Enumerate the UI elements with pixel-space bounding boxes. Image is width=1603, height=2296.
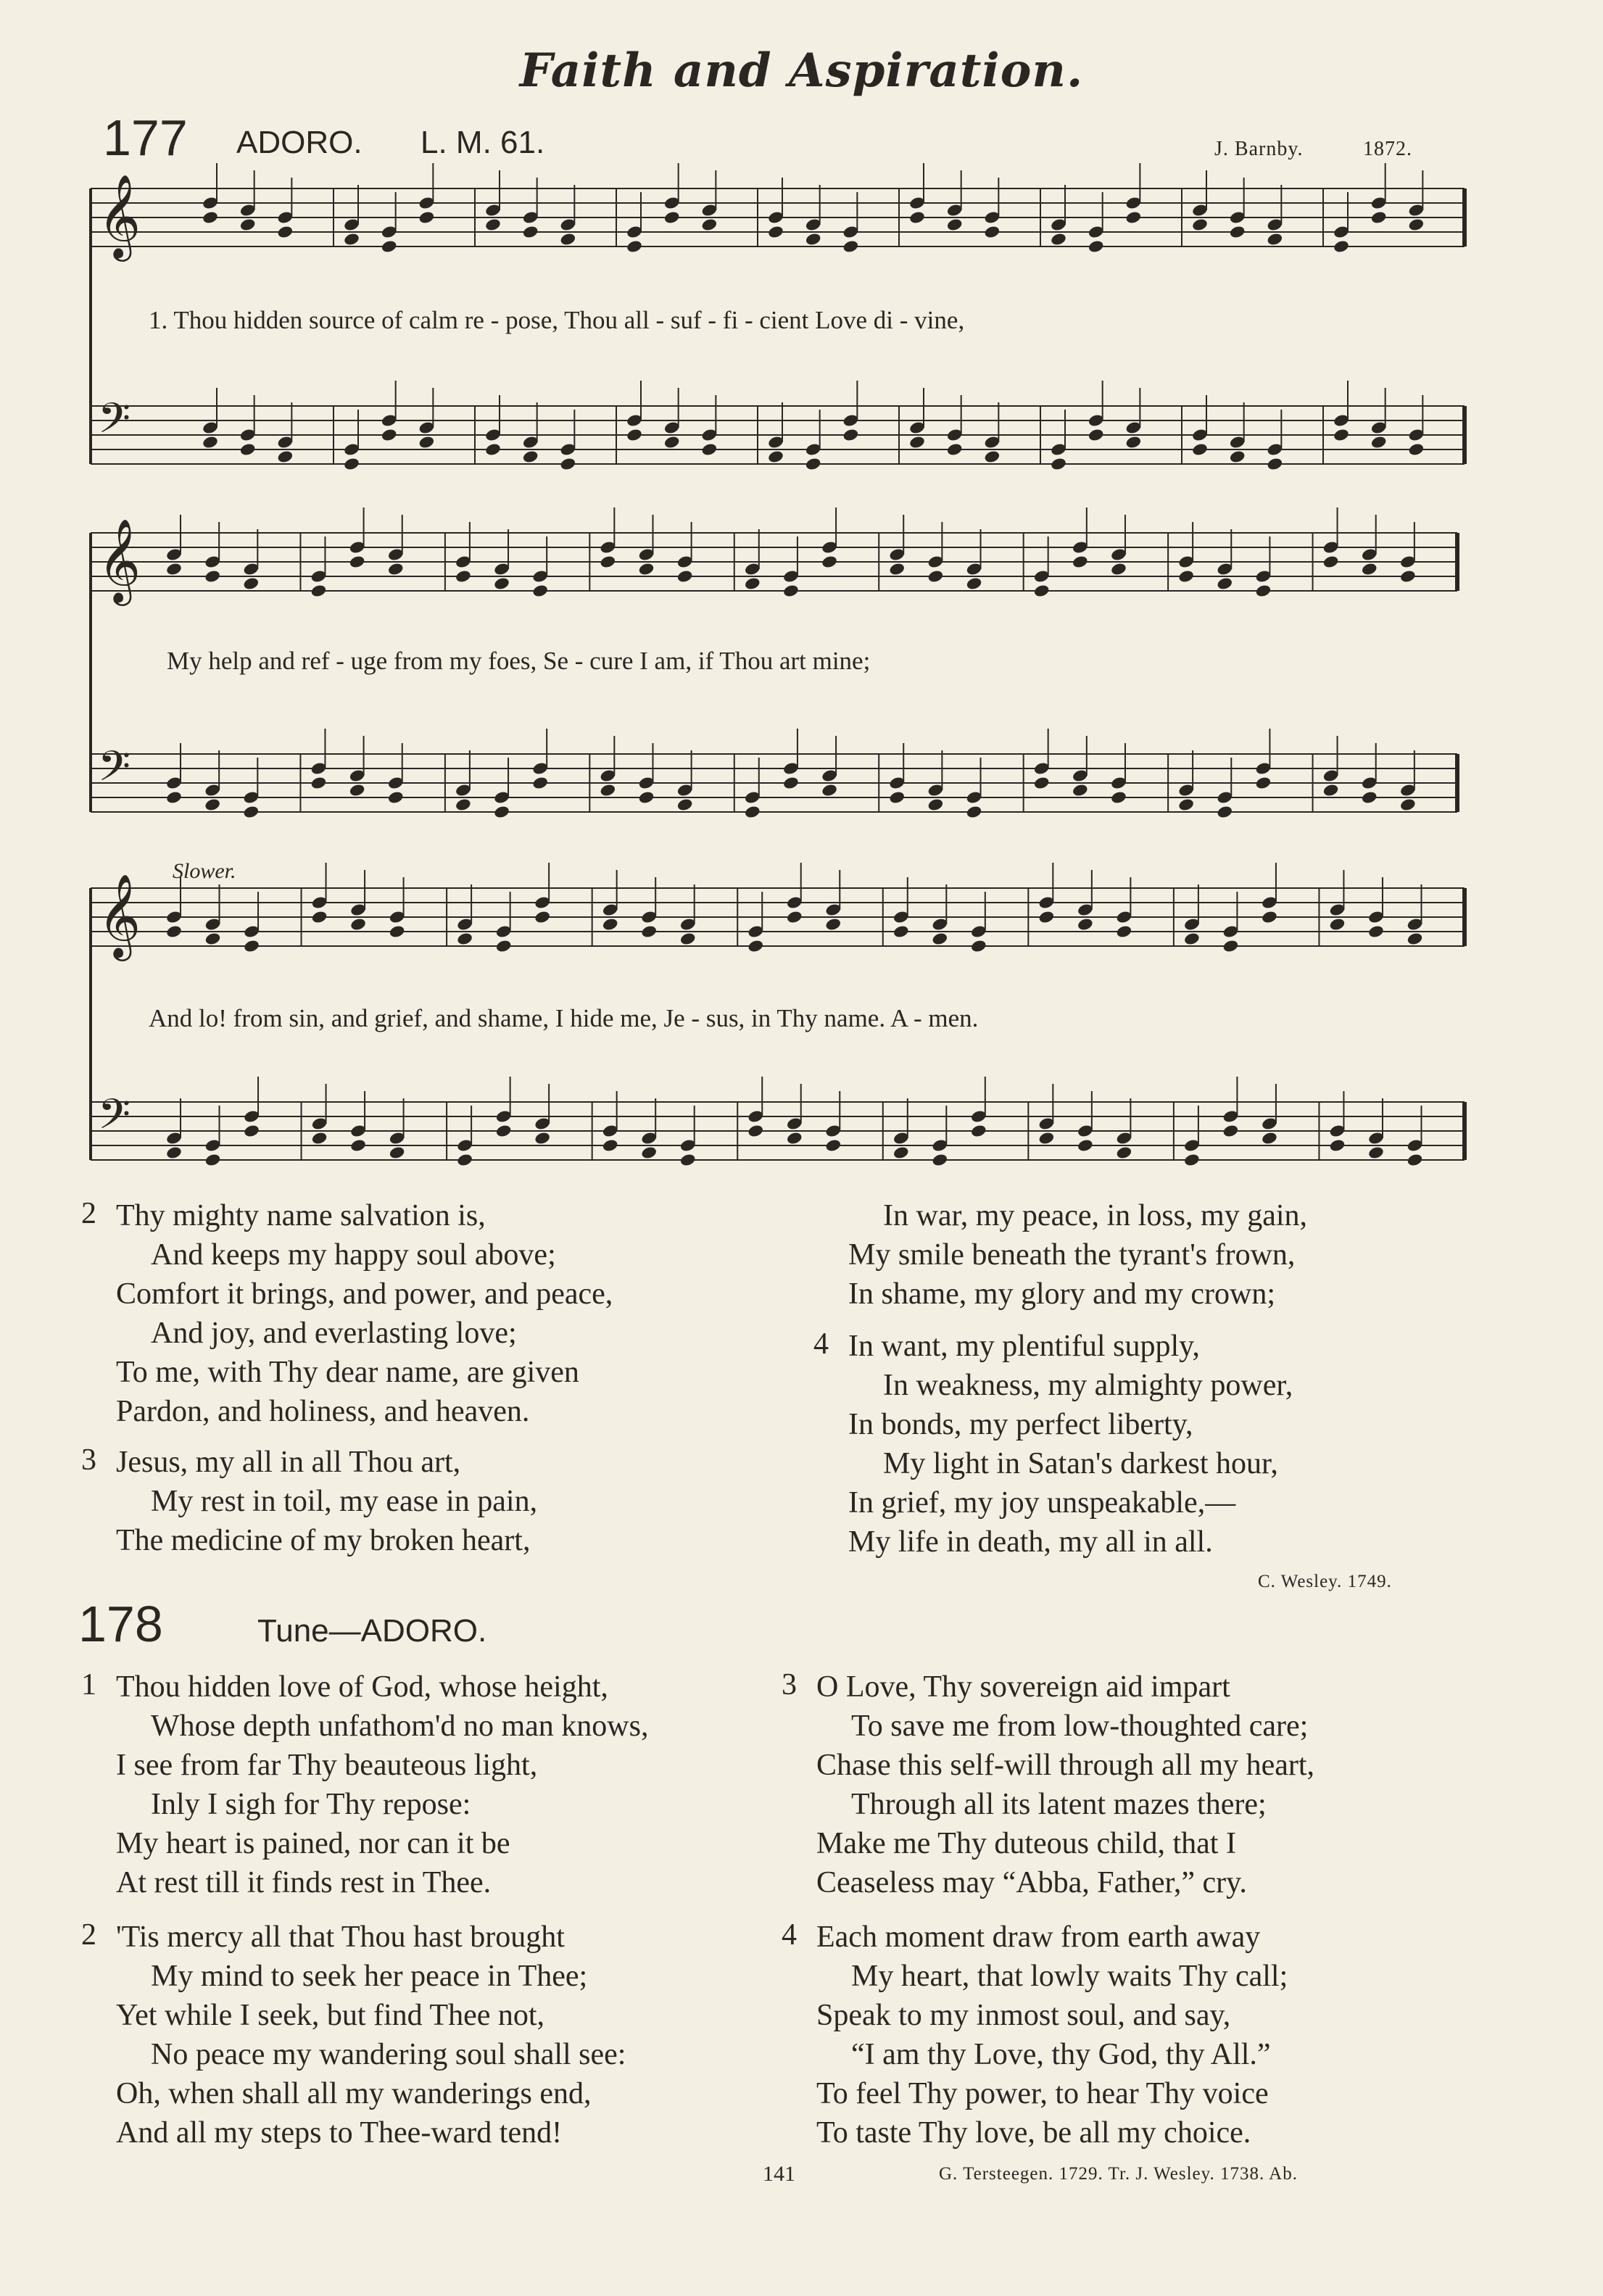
hymn-177-verse-3b [848,1196,1573,1314]
verse-number: 4 [782,1918,797,1952]
note-head [243,805,260,819]
note-head [676,797,694,812]
note-head [1367,924,1385,939]
note-head [456,1153,473,1167]
verse-line: Jesus, my all in all Thou art, [116,1446,461,1479]
note-head [534,910,551,924]
verse-line: My mind to seek her peace in Thee; [151,1960,588,1993]
note-head [626,239,643,254]
note-head [1038,910,1056,924]
note-head [495,939,513,953]
note-head [1125,210,1143,225]
note-head [786,1131,803,1145]
note-head [824,1138,842,1153]
verse-line: Speak to my inmost soul, and say, [816,1999,1231,2032]
note-head [1116,924,1133,939]
note-head [1255,584,1272,598]
note-head [387,562,405,576]
note-head [1322,555,1340,569]
note-head [1077,917,1094,932]
hymn-177-number: 177 [103,109,188,166]
note-head [1361,790,1378,805]
hymn-177-author [1258,1572,1392,1592]
note-head [1361,562,1378,576]
bass-clef-icon: 𝄢 [98,742,131,801]
verse-line: At rest till it finds rest in Thee. [116,1866,492,1899]
verse-line: I see from far Thy beauteous light, [116,1749,538,1782]
verse-line: My life in death, my all in all. [848,1525,1213,1559]
note-head [243,939,260,953]
note-head [165,562,183,576]
note-head [381,428,398,442]
note-head [1370,210,1388,225]
hymn-177-meter: L. M. 61. [421,125,545,160]
verse-line: Oh, when shall all my wanderings end, [116,2077,592,2110]
note-head [1255,776,1272,790]
bass-clef-icon: 𝄢 [98,394,131,453]
note-head [600,783,617,797]
note-head [349,917,367,932]
note-head [805,457,822,471]
treble-clef-icon: 𝄞 [98,173,141,258]
note-head [311,910,328,924]
note-head [676,569,694,584]
verse-line: And joy, and everlasting love; [151,1317,517,1350]
note-head [1329,917,1346,932]
note-head [946,442,964,457]
note-head [1191,442,1209,457]
note-head [782,776,800,790]
note-head [1229,225,1246,239]
hymn-178-verse-3 [782,1667,1579,1902]
note-head [966,576,983,591]
note-head [493,576,510,591]
note-head [821,555,838,569]
note-head [782,584,800,598]
note-head [1183,1153,1201,1167]
note-head [165,924,183,939]
verse-line: In weakness, my almighty power, [883,1369,1293,1402]
note-head [932,1153,949,1167]
note-head [767,225,784,239]
note-head [310,584,328,598]
note-head [1329,1138,1346,1153]
verse-number: 4 [813,1327,829,1361]
verse-line: “I am thy Love, thy God, thy All.” [851,2038,1271,2071]
treble-clef-icon: 𝄞 [98,873,141,958]
note-head [1183,932,1201,946]
note-head [202,435,219,449]
note-head [531,776,549,790]
author-year: 1749. [1347,1572,1392,1591]
note-head [927,569,945,584]
note-head [1267,232,1284,246]
verse-line: The medicine of my broken heart, [116,1524,531,1557]
verse-line: O Love, Thy sovereign aid impart [816,1670,1230,1704]
note-head [165,790,183,805]
hymn-177-composer: J. Barnby. [1214,138,1304,160]
note-head [381,239,398,254]
note-head [984,225,1001,239]
note-head [638,562,655,576]
note-head [842,428,860,442]
note-head [1050,457,1067,471]
note-head [640,1145,658,1160]
note-head [663,210,681,225]
note-head [1088,428,1105,442]
note-head [970,1124,987,1138]
note-head [493,805,510,819]
note-head [747,1124,764,1138]
note-head [311,1131,328,1145]
note-head [602,1138,619,1153]
note-head [908,435,926,449]
note-head [1333,428,1350,442]
note-head [1088,239,1105,254]
section-title: Faith and Aspiration. [519,43,1084,98]
note-head [744,805,761,819]
note-head [349,783,366,797]
note-head [701,217,718,232]
hymn-177-verse-4 [813,1327,1575,1562]
note-head [970,939,987,953]
verse-line: Yet while I seek, but find Thee not, [116,1999,545,2032]
note-head [767,449,784,464]
note-head [824,917,842,932]
note-head [522,225,539,239]
note-head [277,449,294,464]
note-head [243,576,260,591]
verse-number: 3 [782,1668,797,1702]
note-head [821,783,838,797]
note-head [456,932,473,946]
note-head [455,797,472,812]
verse-line: Pardon, and holiness, and heaven. [116,1395,530,1428]
note-head [349,1138,367,1153]
note-head [1072,555,1089,569]
note-head [679,932,697,946]
verse-line: Each moment draw from earth away [816,1920,1261,1954]
note-head [701,442,718,457]
hymn-178-verse-1 [81,1667,842,1902]
note-head [204,797,221,812]
note-head [277,225,294,239]
note-head [1261,1131,1278,1145]
note-head [310,776,328,790]
hymn-178-verse-2 [81,1918,842,2152]
note-head [418,210,436,225]
hymn-177-verse-2 [81,1196,806,1431]
note-head [1077,1138,1094,1153]
note-head [805,232,822,246]
note-head [638,790,655,805]
note-head [600,555,617,569]
verse-line: In bonds, my perfect liberty, [848,1408,1193,1441]
hymn-178-number: 178 [78,1596,163,1652]
verse-line: To me, with Thy dear name, are given [116,1356,579,1389]
note-head [1399,569,1417,584]
note-head [1408,442,1425,457]
note-head [1177,569,1195,584]
note-head [908,210,926,225]
hymn-177-lyric-line-2: My help and ref - uge from my foes, Se - cure I am, if Thou art mine; [167,647,871,675]
note-head [455,569,472,584]
note-head [204,932,222,946]
note-head [534,1131,551,1145]
hymn-177-lyric-line-1: 1. Thou hidden source of calm re - pose, Thou all - suf - fi - cient Love di - vine, [149,306,965,334]
verse-line: Thy mighty name salvation is, [116,1199,486,1232]
author-name: C. Wesley. [1258,1572,1343,1591]
note-head [1116,1145,1133,1160]
verse-line: To feel Thy power, to hear Thy voice [816,2077,1269,2110]
note-head [560,232,577,246]
verse-line: In want, my plentiful supply, [848,1330,1200,1363]
verse-line: Whose depth unfathom'd no man knows, [151,1709,649,1743]
verse-line: In grief, my joy unspeakable,— [848,1486,1236,1520]
hymn-177-tune-name: ADORO. [236,125,363,160]
verse-line: To save me from low-thoughted care; [851,1709,1309,1743]
verse-line: My smile beneath the tyrant's frown, [848,1238,1296,1272]
note-head [389,1145,406,1160]
note-head [204,569,221,584]
note-head [1407,1153,1424,1167]
note-head [343,457,360,471]
note-head [1177,797,1195,812]
note-head [842,239,860,254]
verse-number: 3 [81,1443,96,1477]
note-head [202,210,219,225]
verse-line: Inly I sigh for Thy repose: [151,1788,471,1821]
verse-number: 1 [81,1668,96,1702]
note-head [946,217,964,232]
verse-line: In shame, my glory and my crown; [848,1277,1276,1311]
note-head [1050,232,1067,246]
note-head [1370,435,1388,449]
note-head [1110,562,1127,576]
note-head [1399,797,1417,812]
note-head [522,449,539,464]
page-number: 141 [763,2162,795,2186]
note-head [1322,783,1340,797]
note-head [343,232,360,246]
verse-line: No peace my wandering soul shall see: [151,2038,626,2071]
note-head [1222,1124,1240,1138]
note-head [560,457,577,471]
note-head [984,449,1001,464]
note-head [1261,910,1278,924]
bass-clef-icon: 𝄢 [98,1090,131,1149]
verse-line: Chase this self-will through all my heart, [816,1749,1315,1782]
note-head [1110,790,1127,805]
hymn-177-verse-3a [81,1443,806,1560]
note-head [927,797,945,812]
note-head [888,562,906,576]
note-head [418,435,436,449]
note-head [932,932,949,946]
note-head [349,555,366,569]
note-head [1072,783,1089,797]
note-head [1333,239,1350,254]
note-head [204,1153,222,1167]
verse-line: To taste Thy love, be all my choice. [816,2116,1251,2150]
verse-line: 'Tis mercy all that Thou hast brought [116,1920,565,1954]
note-head [239,217,257,232]
verse-line: And keeps my happy soul above; [151,1238,556,1272]
note-head [640,924,658,939]
treble-clef-icon: 𝄞 [98,518,141,602]
note-head [484,217,502,232]
note-head [966,805,983,819]
verse-line: My rest in toil, my ease in pain, [151,1485,538,1518]
verse-line: Thou hidden love of God, whose height, [116,1670,608,1704]
note-head [744,576,761,591]
note-head [747,939,764,953]
verse-number: 2 [81,1197,96,1230]
verse-line: My heart is pained, nor can it be [116,1827,510,1860]
verse-line: Make me Thy duteous child, that I [816,1827,1236,1860]
verse-line: Ceaseless may “Abba, Father,” cry. [816,1866,1247,1899]
note-head [1033,776,1051,790]
note-head [1267,457,1284,471]
note-head [1191,217,1209,232]
note-head [602,917,619,932]
note-head [888,790,906,805]
note-head [243,1124,260,1138]
note-head [1222,939,1240,953]
note-head [1038,1131,1056,1145]
hymn-177-lyric-line-3: And lo! from sin, and grief, and shame, I hide me, Je - sus, in Thy name. A - men. [149,1004,979,1032]
verse-number: 2 [81,1918,96,1952]
tempo-marking: Slower. [173,859,236,883]
note-head [1125,435,1143,449]
note-head [1229,449,1246,464]
note-head [679,1153,697,1167]
verse-line: Through all its latent mazes there; [851,1788,1267,1821]
note-head [165,1145,183,1160]
note-head [531,584,549,598]
hymn-178-attribution: G. Tersteegen. 1729. Tr. J. Wesley. 1738. Ab. [939,2164,1298,2184]
note-head [663,435,681,449]
note-head [786,910,803,924]
verse-line: Comfort it brings, and power, and peace, [116,1277,613,1311]
note-head [1407,932,1424,946]
note-head [495,1124,513,1138]
verse-line: My heart, that lowly waits Thy call; [851,1960,1288,1993]
verse-line: And all my steps to Thee-ward tend! [116,2116,563,2150]
note-head [389,924,406,939]
note-head [1408,217,1425,232]
note-head [239,442,257,457]
hymn-178-tune: Tune—ADORO. [257,1613,487,1649]
note-head [387,790,405,805]
note-head [892,1145,910,1160]
verse-line: In war, my peace, in loss, my gain, [883,1199,1308,1232]
hymn-177-composer-year: 1872. [1363,138,1412,160]
note-head [626,428,643,442]
hymn-178-verse-4 [782,1918,1579,2152]
verse-line: My light in Satan's darkest hour, [883,1447,1278,1480]
note-head [1033,584,1051,598]
note-head [484,442,502,457]
note-head [1367,1145,1385,1160]
note-head [892,924,910,939]
note-head [1216,805,1233,819]
note-head [1216,576,1233,591]
